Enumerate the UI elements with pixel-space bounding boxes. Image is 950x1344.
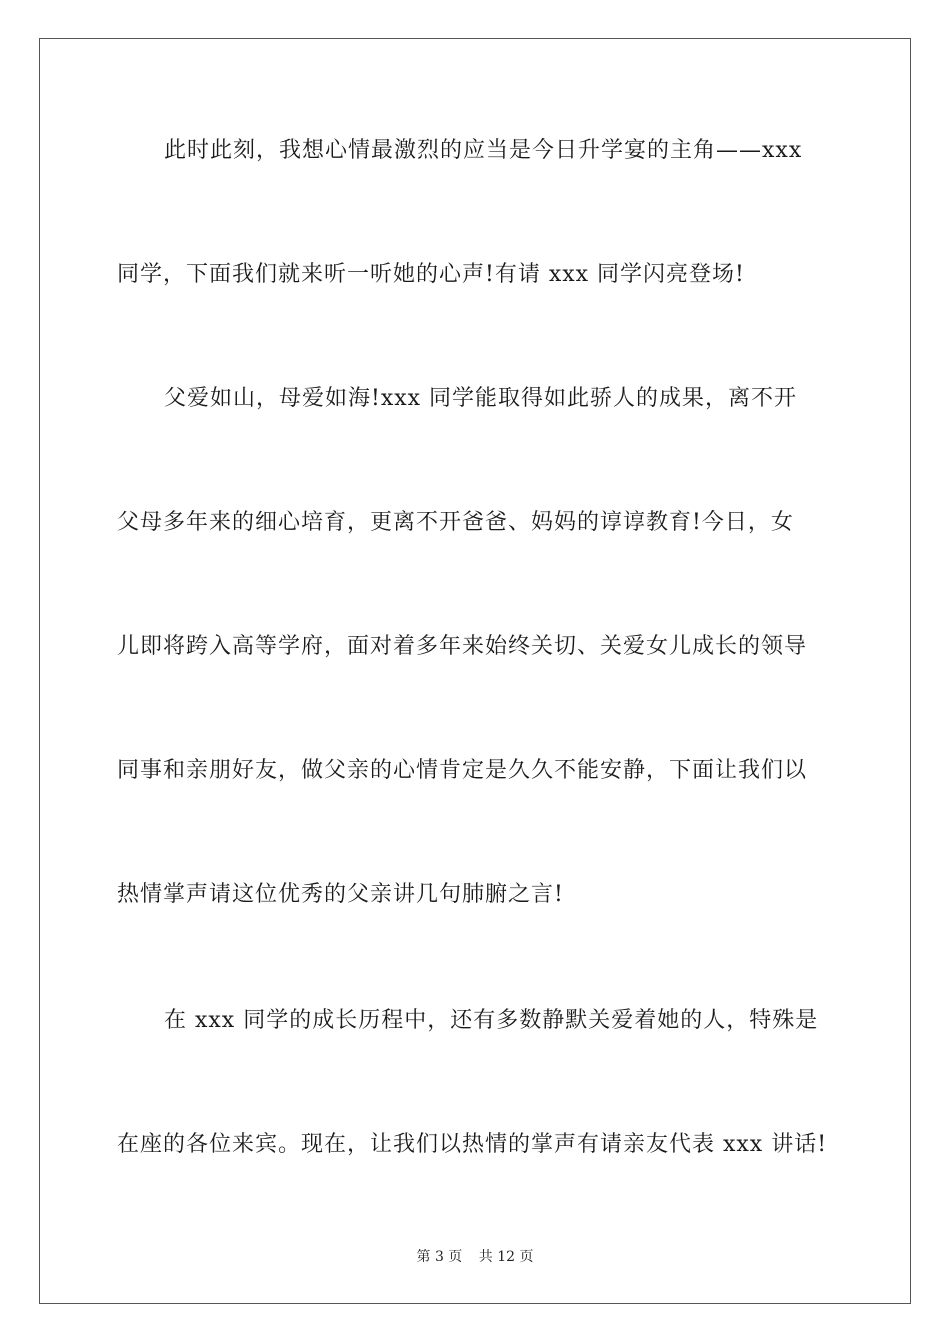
text-line: 同事和亲朋好友，做父亲的心情肯定是久久不能安静，下面让我们以: [117, 758, 808, 783]
text-line: 父母多年来的细心培育，更离不开爸爸、妈妈的谆谆教育!今日，女: [117, 510, 794, 535]
text-line: 热情掌声请这位优秀的父亲讲几句肺腑之言!: [117, 882, 564, 907]
text-line: 此时此刻，我想心情最激烈的应当是今日升学宴的主角——xxx: [164, 138, 803, 163]
page-total: 共 12 页: [478, 1249, 534, 1265]
text-line: 在 xxx 同学的成长历程中，还有多数静默关爱着她的人，特殊是: [164, 1008, 819, 1033]
page-number: 第 3 页: [416, 1249, 463, 1265]
text-line: 在座的各位来宾。现在，让我们以热情的掌声有请亲友代表 xxx 讲话!: [117, 1132, 828, 1157]
text-line: 同学，下面我们就来听一听她的心声!有请 xxx 同学闪亮登场!: [117, 262, 745, 287]
text-line: 儿即将跨入高等学府，面对着多年来始终关切、关爱女儿成长的领导: [117, 634, 808, 659]
page-frame: [39, 38, 911, 1304]
page-footer: [0, 1246, 950, 1266]
text-line: 父爱如山，母爱如海!xxx 同学能取得如此骄人的成果，离不开: [164, 386, 798, 411]
